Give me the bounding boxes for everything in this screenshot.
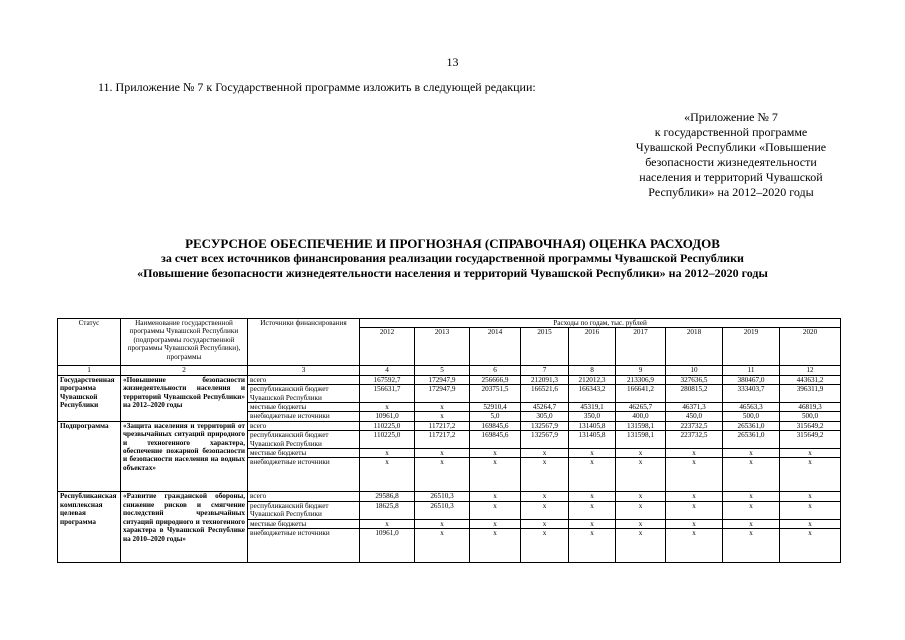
value-cell: 172947,9 <box>415 375 470 384</box>
value-cell: 10961,0 <box>360 529 415 563</box>
value-cell: x <box>723 519 780 528</box>
value-cell: 380467,0 <box>723 375 780 384</box>
value-cell: x <box>415 529 470 563</box>
value-cell: 117217,2 <box>415 431 470 449</box>
value-cell: x <box>616 458 666 492</box>
row-status: Государственная программа Чувашской Республики <box>58 375 121 421</box>
header-source: Источники финансирования <box>248 319 360 366</box>
value-cell: 10961,0 <box>360 412 415 421</box>
header-row <box>58 319 841 328</box>
value-cell: x <box>666 458 723 492</box>
value-cell: 500,0 <box>723 412 780 421</box>
heading-line-2: за счет всех источников финансирования реализации государственной программы Чувашской Республики <box>161 251 744 265</box>
header-year: 2019 <box>723 328 780 366</box>
value-cell: x <box>569 449 616 458</box>
row-source: местные бюджеты <box>248 449 360 458</box>
value-cell: x <box>723 458 780 492</box>
column-number: 10 <box>666 366 723 375</box>
row-source: республиканский бюджет Чувашской Республики <box>248 385 360 403</box>
value-cell: x <box>666 529 723 563</box>
page-number: 13 <box>446 55 459 69</box>
appendix-line: Чувашской Республики «Повышение <box>635 140 827 154</box>
row-source: республиканский бюджет Чувашской Республики <box>248 431 360 449</box>
appendix-line: безопасности жизнедеятельности <box>645 155 817 169</box>
value-cell: x <box>521 519 569 528</box>
value-cell: 131405,8 <box>569 421 616 430</box>
value-cell: x <box>360 519 415 528</box>
value-cell: 172947,9 <box>415 385 470 403</box>
value-cell: 46371,3 <box>666 403 723 412</box>
header-year: 2012 <box>360 328 415 366</box>
row-source: местные бюджеты <box>248 403 360 412</box>
row-source: всего <box>248 375 360 384</box>
value-cell: x <box>415 412 470 421</box>
value-cell: 132567,9 <box>521 421 569 430</box>
value-cell: 212091,3 <box>521 375 569 384</box>
header-year: 2020 <box>780 328 841 366</box>
value-cell: x <box>360 449 415 458</box>
value-cell: 223732,5 <box>666 431 723 449</box>
value-cell: x <box>666 449 723 458</box>
value-cell: 46563,3 <box>723 403 780 412</box>
value-cell: x <box>415 449 470 458</box>
appendix-line: Республики» на 2012–2020 годы <box>648 185 814 199</box>
value-cell: 333403,7 <box>723 385 780 403</box>
value-cell: 131598,1 <box>616 431 666 449</box>
value-cell: x <box>723 492 780 501</box>
table-row <box>58 492 841 501</box>
value-cell: 131405,8 <box>569 431 616 449</box>
value-cell: 29586,8 <box>360 492 415 501</box>
value-cell: 117217,2 <box>415 421 470 430</box>
value-cell: x <box>780 519 841 528</box>
value-cell: x <box>415 458 470 492</box>
intro-paragraph: 11. Приложение № 7 к Государственной программе изложить в следующей редакции: <box>98 80 536 94</box>
value-cell: 315649,2 <box>780 421 841 430</box>
value-cell: x <box>666 519 723 528</box>
value-cell: 167592,7 <box>360 375 415 384</box>
value-cell: 46819,3 <box>780 403 841 412</box>
header-year: 2013 <box>415 328 470 366</box>
appendix-line: населения и территорий Чувашской <box>639 170 823 184</box>
column-number: 1 <box>58 366 121 375</box>
value-cell: x <box>470 449 521 458</box>
value-cell: 46265,7 <box>616 403 666 412</box>
value-cell: x <box>723 501 780 519</box>
row-source: внебюджетные источники <box>248 529 360 563</box>
column-number: 5 <box>415 366 470 375</box>
value-cell: x <box>470 492 521 501</box>
value-cell: 256666,9 <box>470 375 521 384</box>
appendix-line: к государственной программе <box>654 125 808 139</box>
heading-line-3: «Повышение безопасности жизнедеятельности населения и территорий Чувашской Республики» на 2012–2020 годы <box>137 266 768 280</box>
value-cell: 45319,1 <box>569 403 616 412</box>
value-cell: 223732,5 <box>666 421 723 430</box>
value-cell: 45264,7 <box>521 403 569 412</box>
value-cell: x <box>666 501 723 519</box>
value-cell: x <box>616 492 666 501</box>
value-cell: 315649,2 <box>780 431 841 449</box>
value-cell: 443631,2 <box>780 375 841 384</box>
row-status: Республиканская комплексная целевая программа <box>58 492 121 563</box>
value-cell: 156631,7 <box>360 385 415 403</box>
value-cell: 52910,4 <box>470 403 521 412</box>
value-cell: 450,0 <box>666 412 723 421</box>
value-cell: 169845,6 <box>470 431 521 449</box>
value-cell: x <box>360 403 415 412</box>
value-cell: 26510,3 <box>415 492 470 501</box>
value-cell: x <box>470 501 521 519</box>
value-cell: x <box>780 529 841 563</box>
row-source: местные бюджеты <box>248 519 360 528</box>
value-cell: x <box>470 519 521 528</box>
heading-line-1: РЕСУРСНОЕ ОБЕСПЕЧЕНИЕ И ПРОГНОЗНАЯ (СПРАВОЧНАЯ) ОЦЕНКА РАСХОДОВ <box>185 236 720 251</box>
row-source: внебюджетные источники <box>248 412 360 421</box>
row-source: внебюджетные источники <box>248 458 360 492</box>
appendix-reference <box>596 110 866 200</box>
value-cell: 265361,0 <box>723 421 780 430</box>
value-cell: 213306,9 <box>616 375 666 384</box>
value-cell: x <box>616 501 666 519</box>
value-cell: 350,0 <box>569 412 616 421</box>
header-expenses: Расходы по годам, тыс. рублей <box>360 319 841 328</box>
value-cell: x <box>780 501 841 519</box>
value-cell: 203751,5 <box>470 385 521 403</box>
value-cell: x <box>521 449 569 458</box>
value-cell: 132567,9 <box>521 431 569 449</box>
value-cell: x <box>616 449 666 458</box>
column-number: 7 <box>521 366 569 375</box>
value-cell: 18625,8 <box>360 501 415 519</box>
row-source: всего <box>248 492 360 501</box>
value-cell: 212012,3 <box>569 375 616 384</box>
value-cell: x <box>723 449 780 458</box>
column-numbers-row <box>58 366 841 375</box>
value-cell: x <box>616 529 666 563</box>
column-number: 2 <box>121 366 248 375</box>
value-cell: x <box>569 492 616 501</box>
value-cell: x <box>616 519 666 528</box>
row-program-name: «Защита населения и территорий от чрезвычайных ситуаций природного и техногенного характера, обеспечение пожарной безопасности и безопасности населения на водных объектах» <box>121 421 248 492</box>
value-cell: x <box>569 501 616 519</box>
value-cell: x <box>521 458 569 492</box>
value-cell: x <box>360 458 415 492</box>
appendix-line: «Приложение № 7 <box>684 110 778 124</box>
value-cell: x <box>470 458 521 492</box>
value-cell: 166343,2 <box>569 385 616 403</box>
table-row <box>58 375 841 384</box>
value-cell: x <box>569 519 616 528</box>
row-source: всего <box>248 421 360 430</box>
value-cell: 305,0 <box>521 412 569 421</box>
header-year: 2015 <box>521 328 569 366</box>
column-number: 12 <box>780 366 841 375</box>
table-row <box>58 421 841 430</box>
value-cell: 396311,9 <box>780 385 841 403</box>
value-cell: x <box>470 529 521 563</box>
value-cell: x <box>521 492 569 501</box>
row-program-name: «Развитие гражданской обороны, снижение рисков и смягчение последствий чрезвычайных ситуаций природного и техногенного характера в Чувашской Республике на 2010–2020 годы» <box>121 492 248 563</box>
table-heading <box>40 236 865 281</box>
value-cell: 327636,5 <box>666 375 723 384</box>
value-cell: 166521,6 <box>521 385 569 403</box>
value-cell: 400,0 <box>616 412 666 421</box>
header-status: Статус <box>58 319 121 366</box>
header-year: 2018 <box>666 328 723 366</box>
value-cell: 280815,2 <box>666 385 723 403</box>
value-cell: 131598,1 <box>616 421 666 430</box>
value-cell: 169845,6 <box>470 421 521 430</box>
value-cell: x <box>780 449 841 458</box>
header-name: Наименование государственной программы Чувашской Республики (подпрограммы государственной программы Чувашской Республики), программы <box>121 319 248 366</box>
value-cell: 265361,0 <box>723 431 780 449</box>
value-cell: x <box>415 403 470 412</box>
value-cell: x <box>569 458 616 492</box>
value-cell: 110225,0 <box>360 431 415 449</box>
column-number: 8 <box>569 366 616 375</box>
value-cell: 26510,3 <box>415 501 470 519</box>
value-cell: x <box>415 519 470 528</box>
value-cell: x <box>569 529 616 563</box>
header-year: 2017 <box>616 328 666 366</box>
column-number: 3 <box>248 366 360 375</box>
column-number: 9 <box>616 366 666 375</box>
header-year: 2014 <box>470 328 521 366</box>
value-cell: x <box>521 529 569 563</box>
resource-table <box>57 318 841 563</box>
value-cell: 5,0 <box>470 412 521 421</box>
column-number: 6 <box>470 366 521 375</box>
column-number: 11 <box>723 366 780 375</box>
row-program-name: «Повышение безопасности жизнедеятельности населения и территорий Чувашской Республики» на 2012–2020 годы <box>121 375 248 421</box>
value-cell: x <box>666 492 723 501</box>
value-cell: 500,0 <box>780 412 841 421</box>
value-cell: x <box>521 501 569 519</box>
header-year: 2016 <box>569 328 616 366</box>
value-cell: 166641,2 <box>616 385 666 403</box>
column-number: 4 <box>360 366 415 375</box>
value-cell: x <box>780 492 841 501</box>
value-cell: x <box>780 458 841 492</box>
row-source: республиканский бюджет Чувашской Республики <box>248 501 360 519</box>
row-status: Подпрограмма <box>58 421 121 492</box>
value-cell: x <box>723 529 780 563</box>
value-cell: 110225,0 <box>360 421 415 430</box>
